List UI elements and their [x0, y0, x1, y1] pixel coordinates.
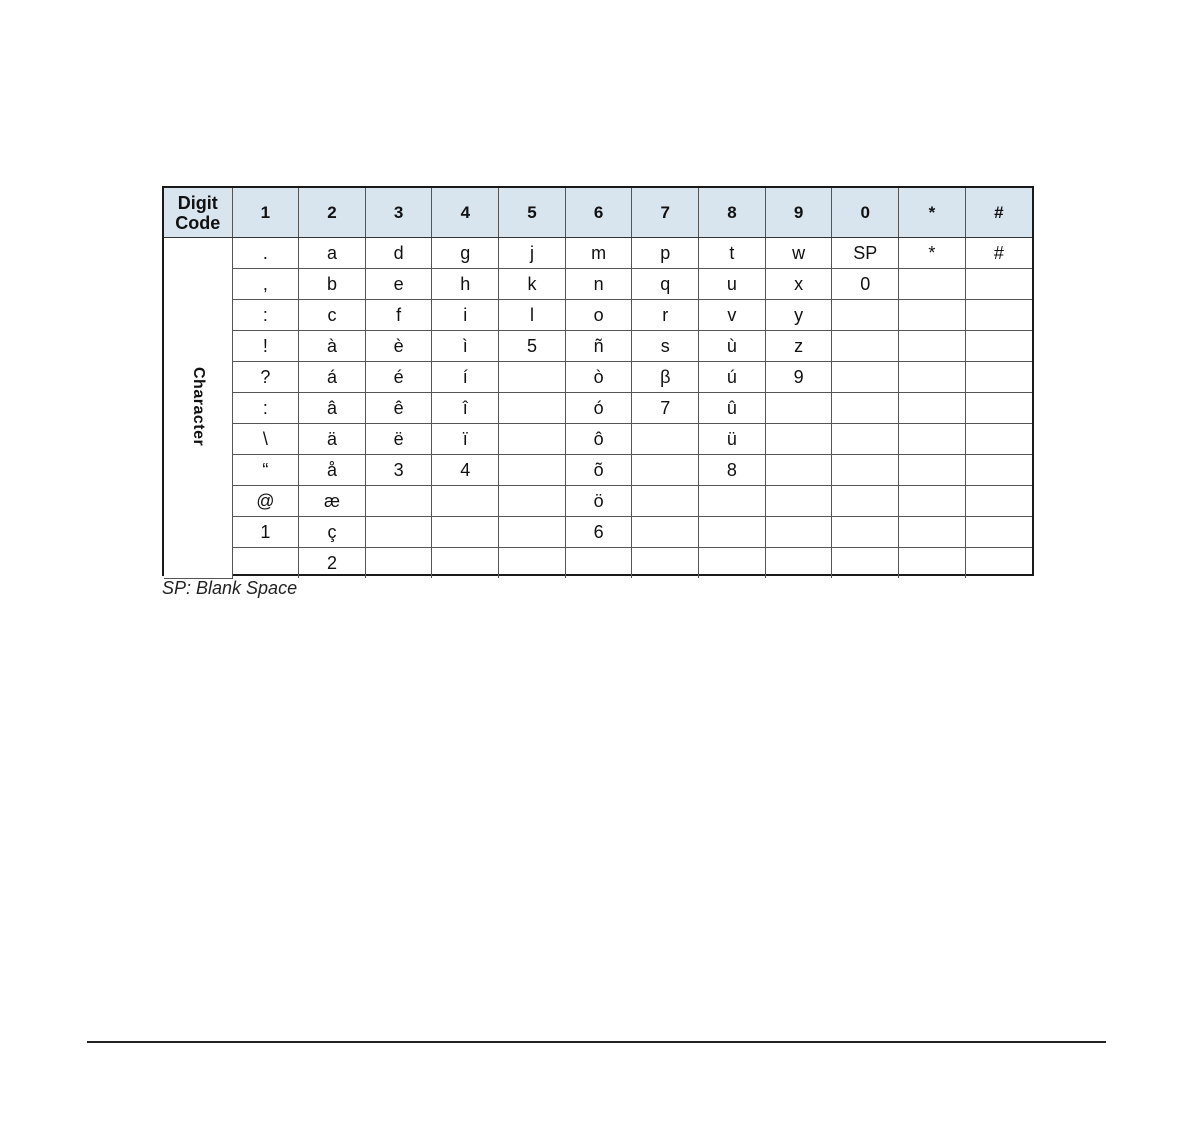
table-cell: b: [299, 269, 366, 300]
digit-header-11: #: [965, 188, 1032, 238]
table-cell: \: [232, 424, 299, 455]
table-cell: f: [365, 300, 432, 331]
digit-character-table-frame: [162, 186, 1034, 576]
table-cell: [965, 362, 1032, 393]
table-row: [164, 362, 1032, 393]
digit-header-10: *: [899, 188, 966, 238]
table-cell: ú: [699, 362, 766, 393]
table-cell: [499, 424, 566, 455]
table-cell: j: [499, 238, 566, 269]
table-cell: [832, 486, 899, 517]
table-cell: s: [632, 331, 699, 362]
table-cell: [432, 517, 499, 548]
table-cell: [965, 393, 1032, 424]
table-cell: [765, 548, 832, 579]
table-cell: [499, 393, 566, 424]
table-cell: q: [632, 269, 699, 300]
table-cell: z: [765, 331, 832, 362]
table-cell: t: [699, 238, 766, 269]
digit-header-8: 9: [765, 188, 832, 238]
table-cell: #: [965, 238, 1032, 269]
table-cell: c: [299, 300, 366, 331]
table-row: [164, 548, 1032, 579]
table-cell: [965, 300, 1032, 331]
digit-header-0: 1: [232, 188, 299, 238]
table-cell: ï: [432, 424, 499, 455]
table-row: [164, 331, 1032, 362]
table-row: [164, 455, 1032, 486]
footnote: SP: Blank Space: [162, 578, 298, 598]
table-cell: 8: [699, 455, 766, 486]
table-cell: [432, 486, 499, 517]
table-cell: “: [232, 455, 299, 486]
table-row: [164, 238, 1032, 269]
table-cell: [899, 424, 966, 455]
digit-header-9: 0: [832, 188, 899, 238]
table-cell: 4: [432, 455, 499, 486]
table-cell: [832, 362, 899, 393]
table-cell: !: [232, 331, 299, 362]
table-cell: [832, 455, 899, 486]
table-cell: [699, 486, 766, 517]
table-cell: [965, 424, 1032, 455]
table-cell: e: [365, 269, 432, 300]
table-cell: [965, 486, 1032, 517]
table-row: [164, 393, 1032, 424]
table-cell: [365, 486, 432, 517]
table-cell: å: [299, 455, 366, 486]
table-cell: [765, 424, 832, 455]
table-cell: 9: [765, 362, 832, 393]
table-cell: [899, 517, 966, 548]
table-cell: [765, 393, 832, 424]
table-cell: ü: [699, 424, 766, 455]
table-cell: õ: [565, 455, 632, 486]
table-cell: 3: [365, 455, 432, 486]
table-cell: g: [432, 238, 499, 269]
table-cell: y: [765, 300, 832, 331]
digit-header-4: 5: [499, 188, 566, 238]
table-cell: 6: [565, 517, 632, 548]
table-cell: [899, 486, 966, 517]
table-cell: [965, 517, 1032, 548]
table-cell: 2: [299, 548, 366, 579]
table-cell: â: [299, 393, 366, 424]
table-cell: [499, 486, 566, 517]
table-cell: í: [432, 362, 499, 393]
table-cell: :: [232, 300, 299, 331]
table-cell: ô: [565, 424, 632, 455]
digit-header-6: 7: [632, 188, 699, 238]
table-cell: [965, 269, 1032, 300]
table-cell: 7: [632, 393, 699, 424]
character-label-text: Character: [189, 366, 207, 446]
table-cell: [432, 548, 499, 579]
table-cell: x: [765, 269, 832, 300]
table-cell: [765, 486, 832, 517]
table-cell: u: [699, 269, 766, 300]
table-cell: [499, 362, 566, 393]
table-row: [164, 424, 1032, 455]
table-cell: ö: [565, 486, 632, 517]
digit-code-header-line1: Digit: [177, 192, 218, 213]
table-cell: ê: [365, 393, 432, 424]
table-cell: [899, 269, 966, 300]
table-cell: [899, 548, 966, 579]
table-cell: l: [499, 300, 566, 331]
digit-code-header: [164, 188, 232, 238]
digit-header-2: 3: [365, 188, 432, 238]
table-cell: p: [632, 238, 699, 269]
digit-header-5: 6: [565, 188, 632, 238]
table-cell: ì: [432, 331, 499, 362]
table-cell: [632, 424, 699, 455]
table-cell: û: [699, 393, 766, 424]
table-cell: SP: [832, 238, 899, 269]
table-cell: [765, 455, 832, 486]
table-cell: [899, 455, 966, 486]
table-cell: ò: [565, 362, 632, 393]
table-cell: i: [432, 300, 499, 331]
table-cell: ó: [565, 393, 632, 424]
table-cell: [499, 517, 566, 548]
table-cell: [365, 548, 432, 579]
table-row: [164, 517, 1032, 548]
table-cell: ù: [699, 331, 766, 362]
digit-header-3: 4: [432, 188, 499, 238]
table-cell: 1: [232, 517, 299, 548]
table-cell: [832, 331, 899, 362]
character-row-group-label: [164, 238, 232, 579]
table-cell: [832, 424, 899, 455]
digit-header-7: 8: [699, 188, 766, 238]
table-cell: î: [432, 393, 499, 424]
table-cell: [899, 300, 966, 331]
table-body: [164, 238, 1032, 579]
table-cell: [232, 548, 299, 579]
table-cell: [899, 393, 966, 424]
table-cell: [499, 455, 566, 486]
table-cell: [699, 517, 766, 548]
table-cell: β: [632, 362, 699, 393]
table-cell: [832, 393, 899, 424]
table-cell: 5: [499, 331, 566, 362]
table-cell: [765, 517, 832, 548]
table-row: [164, 300, 1032, 331]
table-cell: a: [299, 238, 366, 269]
table-cell: [965, 331, 1032, 362]
table-cell: d: [365, 238, 432, 269]
table-cell: [632, 517, 699, 548]
table-cell: [565, 548, 632, 579]
table-header-row: [164, 188, 1032, 238]
table-cell: [899, 331, 966, 362]
table-cell: ç: [299, 517, 366, 548]
table-cell: ë: [365, 424, 432, 455]
table-cell: à: [299, 331, 366, 362]
table-cell: 0: [832, 269, 899, 300]
digit-header-1: 2: [299, 188, 366, 238]
table-cell: [499, 548, 566, 579]
table-cell: [365, 517, 432, 548]
table-cell: á: [299, 362, 366, 393]
table-cell: :: [232, 393, 299, 424]
table-cell: [632, 486, 699, 517]
table-cell: æ: [299, 486, 366, 517]
table-cell: m: [565, 238, 632, 269]
table-row: [164, 269, 1032, 300]
table-cell: [832, 300, 899, 331]
table-cell: [699, 548, 766, 579]
table-cell: [632, 548, 699, 579]
table-cell: h: [432, 269, 499, 300]
table-cell: [832, 548, 899, 579]
table-cell: [965, 455, 1032, 486]
digit-code-header-line2: Code: [175, 212, 221, 233]
table-cell: é: [365, 362, 432, 393]
table-cell: w: [765, 238, 832, 269]
table-cell: [632, 455, 699, 486]
table-cell: ä: [299, 424, 366, 455]
table-cell: ?: [232, 362, 299, 393]
footer-rule: [87, 1041, 1106, 1043]
table-cell: v: [699, 300, 766, 331]
table-cell: ñ: [565, 331, 632, 362]
table-cell: [965, 548, 1032, 579]
table-cell: @: [232, 486, 299, 517]
table-cell: k: [499, 269, 566, 300]
table-cell: è: [365, 331, 432, 362]
digit-character-table: [164, 188, 1032, 579]
table-cell: *: [899, 238, 966, 269]
table-cell: .: [232, 238, 299, 269]
table-cell: r: [632, 300, 699, 331]
table-cell: [899, 362, 966, 393]
table-cell: ,: [232, 269, 299, 300]
table-cell: [832, 517, 899, 548]
table-cell: n: [565, 269, 632, 300]
table-cell: o: [565, 300, 632, 331]
table-row: [164, 486, 1032, 517]
